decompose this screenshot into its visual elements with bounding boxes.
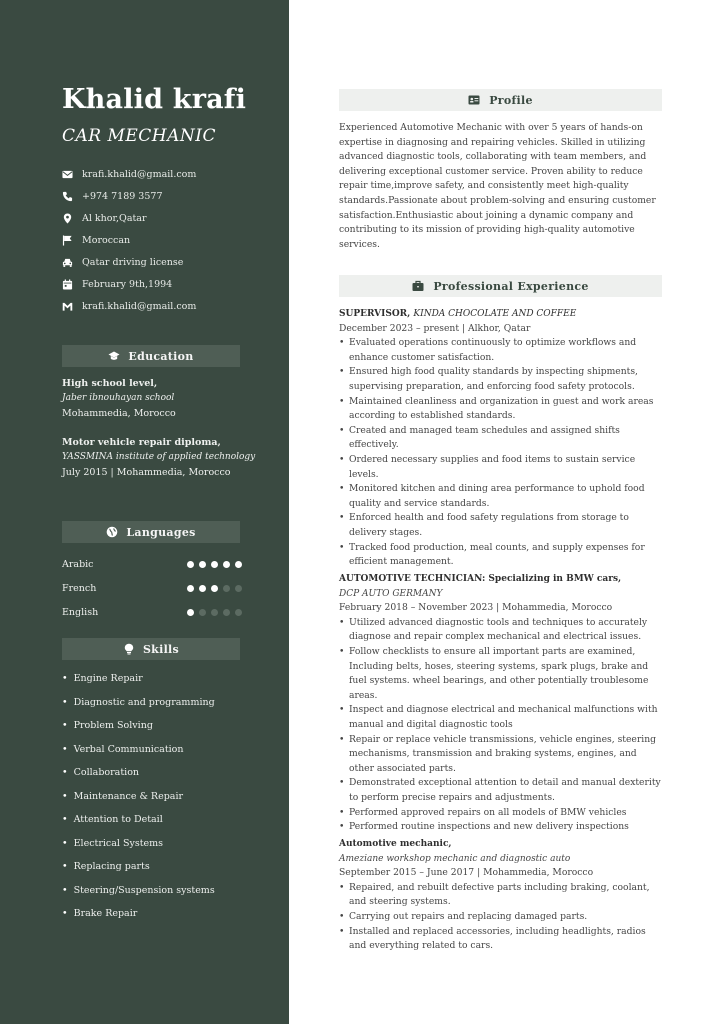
experience-heading: Professional Experience: [339, 275, 662, 297]
job-bullet: • Follow checklists to ensure all important parts are examined, Including belts, hoses, steering systems, spark plugs, brake and fuel systems. wheel bearings, and other potentially troublesome areas.: [339, 645, 662, 703]
job-company: DCP AUTO GERMANY: [339, 588, 443, 599]
languages-list: [62, 552, 242, 624]
job-bullet: • Monitored kitchen and dining area performance to uphold food quality and service standards.: [339, 482, 662, 511]
job-bullet: • Ordered necessary supplies and food items to sustain service levels.: [339, 453, 662, 482]
job-bullet: • Created and managed team schedules and assigned shifts effectively.: [339, 424, 662, 453]
contact-email[interactable]: [62, 163, 272, 185]
language-name: Arabic: [62, 558, 94, 570]
calendar-icon: [62, 279, 73, 290]
lightbulb-icon: [123, 643, 135, 655]
education-item: [62, 435, 262, 480]
education-item: [62, 376, 262, 421]
job-date: December 2023 – present | Alkhor, Qatar: [339, 322, 531, 334]
contact-text: Qatar driving license: [82, 256, 184, 268]
skill-item: • Attention to Detail: [62, 808, 272, 832]
skill-item: • Steering/Suspension systems: [62, 879, 272, 903]
language-level-dots: [187, 585, 242, 592]
graduation-cap-icon: [108, 350, 120, 362]
job-employer: KINDA CHOCOLATE AND COFFEE: [413, 309, 577, 319]
job-date: September 2015 – June 2017 | Mohammedia, Morocco: [339, 867, 594, 879]
job-bullets: [339, 616, 662, 835]
job-bullet: • Maintained cleanliness and organization in guest and work areas according to established standards.: [339, 395, 662, 424]
contact-text: +974 7189 3577: [82, 190, 163, 202]
skill-item: • Collaboration: [62, 761, 272, 785]
level-dot-filled: [223, 561, 230, 568]
language-name: English: [62, 606, 99, 618]
contact-text: February 9th,1994: [82, 278, 173, 290]
level-dot-filled: [187, 561, 194, 568]
education-title: High school level,: [62, 378, 158, 389]
envelope-icon: [62, 169, 73, 180]
job-bullet: • Tracked food production, meal counts, and supply expenses for efficient management.: [339, 541, 662, 570]
car-icon: [62, 257, 73, 268]
skill-item: • Problem Solving: [62, 714, 272, 738]
job-bullet: • Evaluated operations continuously to optimize workflows and enhance customer satisfaction.: [339, 336, 662, 365]
language-name: French: [62, 582, 97, 594]
job-bullet: • Demonstrated exceptional attention to detail and manual dexterity to perform precise repairs and adjustments.: [339, 776, 662, 805]
flag-icon: [62, 235, 73, 246]
job-bullet: • Utilized advanced diagnostic tools and techniques to accurately diagnose and repair complex mechanical and electrical issues.: [339, 616, 662, 645]
level-dot-filled: [199, 561, 206, 568]
skill-item: • Engine Repair: [62, 667, 272, 691]
contact-license: [62, 251, 272, 273]
contact-text: krafi.khalid@gmail.com: [82, 168, 197, 180]
job-title: Automotive mechanic,: [339, 839, 452, 849]
person-name: Khalid krafi: [62, 84, 247, 115]
level-dot-empty: [235, 585, 242, 592]
contact-gmail[interactable]: [62, 295, 272, 317]
job-company: Ameziane workshop mechanic and diagnostic auto: [339, 853, 571, 864]
job-bullet: • Enforced health and food safety regulations from storage to delivery stages.: [339, 511, 662, 540]
contact-nationality: [62, 229, 272, 251]
job-bullet: • Ensured high food quality standards by inspecting shipments, supervising preparation, and enforcing food safety protocols.: [339, 365, 662, 394]
level-dot-empty: [211, 609, 218, 616]
job-bullet: • Repaired, and rebuilt defective parts including braking, coolant, and steering systems.: [339, 881, 662, 910]
contact-location: [62, 207, 272, 229]
job-bullet: • Performed routine inspections and new delivery inspections: [339, 820, 662, 835]
language-level-dots: [187, 561, 242, 568]
id-card-icon: [468, 94, 480, 106]
job-bullets: [339, 336, 662, 570]
contact-phone[interactable]: [62, 185, 272, 207]
job-bullet: • Inspect and diagnose electrical and mechanical malfunctions with manual and digital diagnostic tools: [339, 703, 662, 732]
job-entry: [339, 837, 662, 954]
level-dot-empty: [235, 609, 242, 616]
education-place: July 2015 | Mohammedia, Morocco: [62, 467, 231, 478]
contact-text: Moroccan: [82, 234, 131, 246]
job-bullet: • Carrying out repairs and replacing damaged parts.: [339, 910, 662, 925]
education-school: YASSMINA institute of applied technology: [62, 452, 256, 462]
job-entry: [339, 307, 662, 570]
globe-icon: [106, 526, 118, 538]
skill-item: • Maintenance & Repair: [62, 785, 272, 809]
level-dot-empty: [199, 609, 206, 616]
language-row: [62, 600, 242, 624]
person-title: CAR MECHANIC: [62, 126, 217, 146]
job-date: February 2018 – November 2023 | Mohammedia, Morocco: [339, 602, 613, 614]
contact-text: Al khor,Qatar: [82, 212, 147, 224]
level-dot-filled: [211, 561, 218, 568]
job-title: AUTOMOTIVE TECHNICIAN: Specializing in BMW cars,: [339, 574, 622, 584]
job-bullet: • Repair or replace vehicle transmissions, vehicle engines, steering mechanisms, transmission and braking systems, engines, and other associated parts.: [339, 733, 662, 777]
level-dot-filled: [187, 585, 194, 592]
skill-item: • Replacing parts: [62, 855, 272, 879]
language-row: [62, 576, 242, 600]
profile-text: Experienced Automotive Mechanic with over 5 years of hands-on expertise in diagnosing and repairing vehicles. Skilled in utilizing advanced diagnostic tools, collaborating with team members, and delivering exceptional customer service. Proven ability to reduce repair time,improve safety, and consistently meet high-quality standards.Passionate about problem-solving and ensuring customer satisfaction.Enthusiastic about joining a dynamic company and contributing to its mission of providing high-quality automotive services.: [339, 122, 656, 250]
skill-item: • Brake Repair: [62, 902, 272, 926]
education-list: [62, 376, 262, 494]
languages-heading: Languages: [62, 521, 240, 543]
skill-item: • Verbal Communication: [62, 738, 272, 762]
briefcase-icon: [412, 280, 424, 292]
sidebar: [0, 0, 289, 1024]
contact-text: krafi.khalid@gmail.com: [82, 300, 197, 312]
job-entry: [339, 572, 662, 835]
language-row: [62, 552, 242, 576]
gmail-icon: [62, 301, 73, 312]
education-title: Motor vehicle repair diploma,: [62, 437, 221, 448]
profile-heading: Profile: [339, 89, 662, 111]
contact-list: [62, 163, 272, 317]
level-dot-filled: [211, 585, 218, 592]
location-pin-icon: [62, 213, 73, 224]
language-level-dots: [187, 609, 242, 616]
education-school: Jaber ibnouhayan school: [62, 393, 175, 403]
phone-icon: [62, 191, 73, 202]
skill-item: • Electrical Systems: [62, 832, 272, 856]
skill-item: • Diagnostic and programming: [62, 691, 272, 715]
education-place: Mohammedia, Morocco: [62, 408, 176, 419]
education-heading: Education: [62, 345, 240, 367]
job-bullet: • Installed and replaced accessories, including headlights, radios and everything related to cars.: [339, 925, 662, 954]
job-bullets: [339, 881, 662, 954]
level-dot-empty: [223, 609, 230, 616]
skills-heading: Skills: [62, 638, 240, 660]
level-dot-filled: [187, 609, 194, 616]
level-dot-empty: [223, 585, 230, 592]
contact-birthdate: [62, 273, 272, 295]
level-dot-filled: [235, 561, 242, 568]
job-title: SUPERVISOR, KINDA CHOCOLATE AND COFFEE: [339, 309, 577, 319]
skills-list: [62, 667, 272, 926]
level-dot-filled: [199, 585, 206, 592]
job-bullet: • Performed approved repairs on all models of BMW vehicles: [339, 806, 662, 821]
